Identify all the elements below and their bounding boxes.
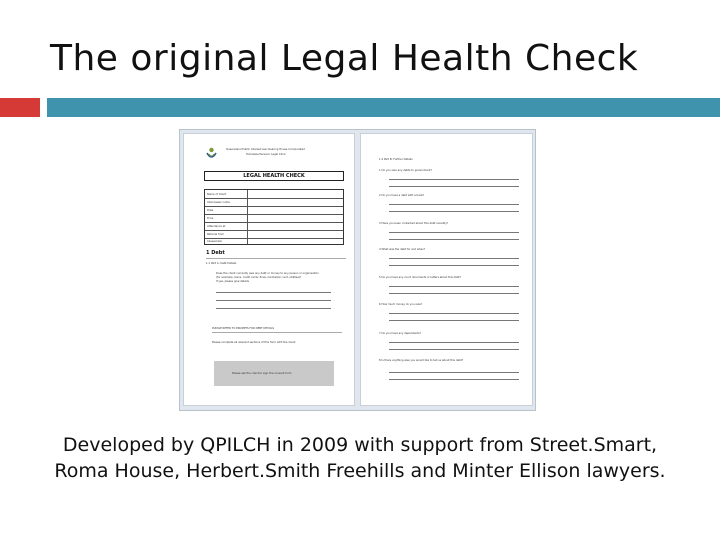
- qpilch-logo-icon: [206, 147, 217, 161]
- shaded-note-box: Please ask the client to sign the consent form: [214, 361, 334, 386]
- debt-section-heading: 1 Debt: [206, 250, 225, 256]
- client-info-table: Name of Client Interviewer name Date Time Attendance at Referral from Caseworker: [204, 189, 344, 245]
- document-page-right: 1.2 Part B: Further Details 1 Do you owe any debts to government? 2 Do you have a debt with a bank? 3 Have you been contacted about this debt recently? 4 What was the debt for and when? 5 Do you have any court documents or letters about this debt? 6 How much money do you owe? 7 Do you have any dependants? 8 Is there anything else you would like to tell us about this debt?: [360, 133, 533, 406]
- accent-bar-red: [0, 98, 40, 117]
- caption-line-1: Developed by QPILCH in 2009 with support from Street.Smart,: [62, 434, 658, 456]
- legal-health-check-heading-box: [204, 171, 344, 181]
- accent-bar-teal: [47, 98, 720, 117]
- document-page-left: Queensland Public Interest Law Clearing House Incorporated Homeless Persons' Legal Clinic LEGAL HEALTH CHECK Name of Client Interviewer name Date Time Attendance at Referral from Caseworker 1 Debt 1.1 Part A: Debt Details Does the client currently owe any debt or money to any person or organisation (for example, loans, credit cards, fines, Centrelink, rent, utilities)? If yes, please give details PLEASE REFER TO PROMPTS FOR DEBT DETAILS Please complete all relevant sections of this form with the client Please ask the client to sign the consent form: [183, 133, 355, 406]
- slide-title: The original Legal Health Check: [50, 38, 639, 79]
- legal-health-check-document-image: [179, 129, 536, 411]
- legal-health-check-heading: LEGAL HEALTH CHECK: [243, 173, 305, 179]
- slide-caption: [0, 432, 720, 484]
- caption-line-2: Roma House, Herbert.Smith Freehills and Minter Ellison lawyers.: [54, 460, 666, 482]
